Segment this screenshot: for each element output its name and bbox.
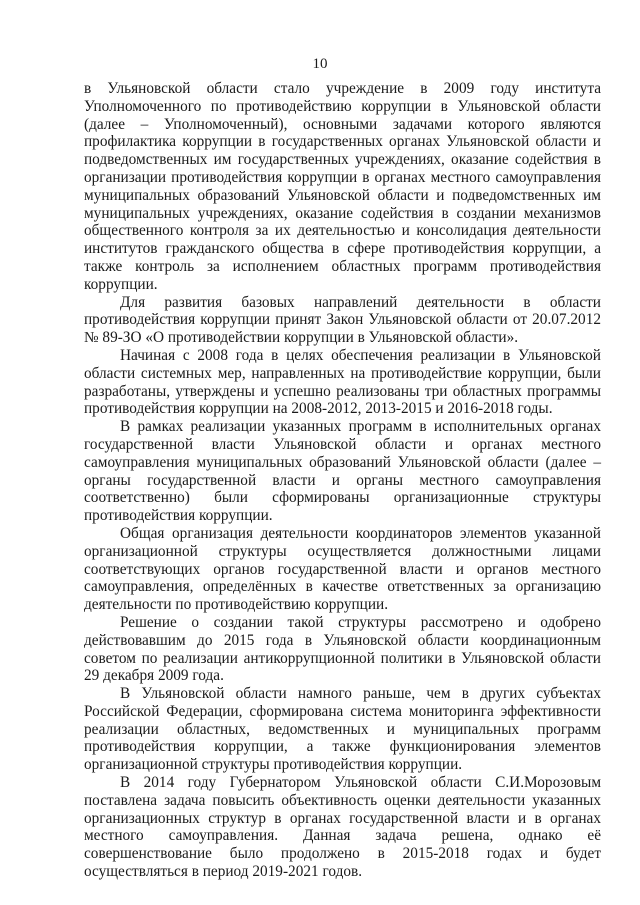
- paragraph-regional-law: Для развития базовых направлений деятельности в области противодействия коррупции принят Закон Ульяновской области от 20.07.2012 № 89-ЗО «О противодействии коррупции в Ульяновской области».: [84, 293, 601, 347]
- paragraph-monitoring-system: В Ульяновской области намного раньше, чем в других субъектах Российской Федерации, сформирована система мониторинга эффективности реализации областных, ведомственных и муниципальных программ противодействия коррупции, а также функционирования элементов организационной структуры противодействия коррупции.: [84, 685, 601, 774]
- paragraph-governor-task: В 2014 году Губернатором Ульяновской области С.И.Морозовым поставлена задача повысить объективность оценки деятельности указанных организационных структур в органах государственной власти и в органах местного самоуправления. Данная задача решена, однако её совершенствование было продолжено в 2015-2018 годах и будет осуществляться в период 2019-2021 годов.: [84, 774, 601, 881]
- paragraph-coordinators: Общая организация деятельности координаторов элементов указанной организационной структуры осуществляется должностными лицами соответствующих органов государственной власти и органов местного самоуправления, определённых в качестве ответственных за организацию деятельности по противодействию коррупции.: [84, 524, 601, 614]
- paragraph-council-decision: Решение о создании такой структуры рассмотрено и одобрено действовавшим до 2015 года в Ульяновской области координационным советом по реализации антикоррупционной политики в Ульяновской области 29 декабря 2009 года.: [84, 613, 601, 685]
- paragraph-regional-programs: Начиная с 2008 года в целях обеспечения реализации в Ульяновской области системных мер, направленных на противодействие коррупции, были разработаны, утверждены и успешно реализованы три областных программы противодействия коррупции на 2008-2012, 2013-2015 и 2016-2018 годы.: [84, 346, 601, 418]
- page-number: 10: [312, 56, 328, 72]
- document-body: [84, 80, 601, 881]
- paragraph-ombudsman-institution: в Ульяновской области стало учреждение в 2009 году института Уполномоченного по противодействию коррупции в Ульяновской области (далее – Уполномоченный), основными задачами которого являются профилактика коррупции в государственных органах Ульяновской области и подведомственных им государственных учреждениях, оказание содействия в организации противодействия коррупции в органах местного самоуправления муниципальных образований Ульяновской области и подведомственных им муниципальных учреждениях, оказание содействия в создании механизмов общественного контроля за их деятельностью и консолидация деятельности институтов гражданского общества в сфере противодействия коррупции, а также контроль за исполнением областных программ противодействия коррупции.: [84, 80, 601, 293]
- paragraph-organizational-structures: В рамках реализации указанных программ в исполнительных органах государственной власти Ульяновской области и органах местного самоуправления муниципальных образований Ульяновской области (далее – органы государственной власти и органы местного самоуправления соответственно) были сформированы организационные структуры противодействия коррупции.: [84, 418, 601, 525]
